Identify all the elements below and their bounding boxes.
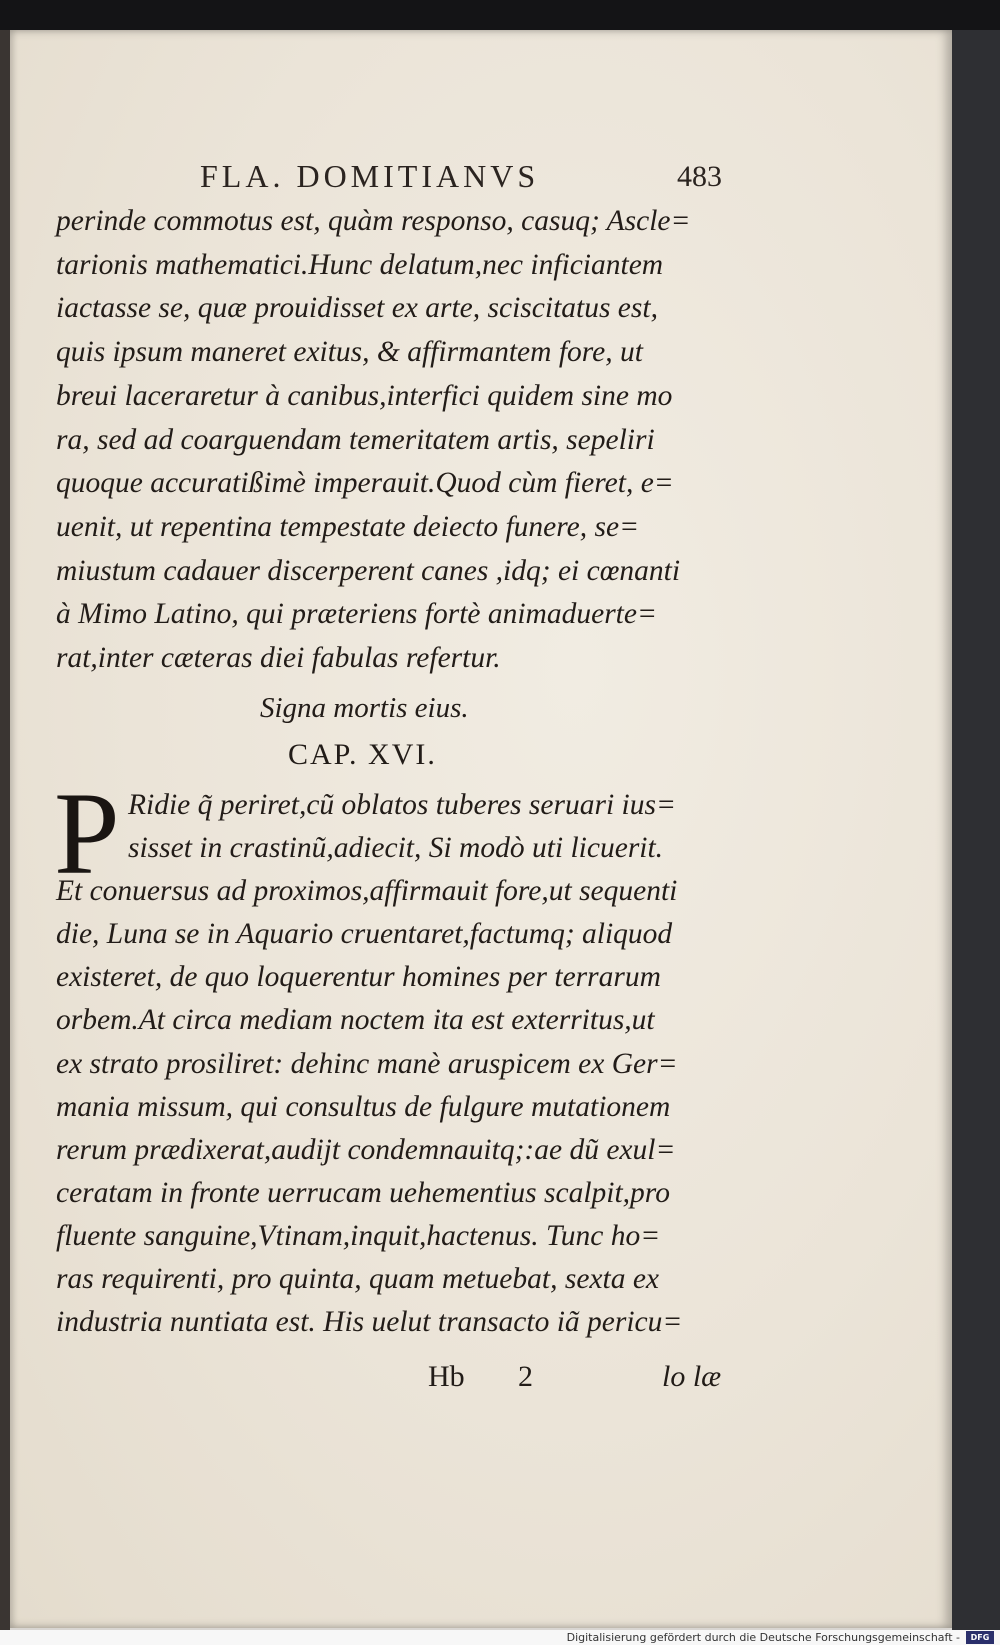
page-header: [200, 130, 740, 200]
paragraph-1: [56, 200, 716, 681]
text-line: mania missum, qui consultus de fulgure mutationem: [56, 1090, 671, 1123]
text-line: rerum prædixerat,audijt condemnauitq;:ae dũ exul=: [56, 1133, 676, 1166]
text-line: sisset in crastinũ,adiecit, Si modò uti licuerit.: [128, 832, 664, 865]
text-line: quis ipsum maneret exitus, & affirmantem fore, ut: [56, 336, 643, 369]
text-line: existeret, de quo loquerentur homines per terrarum: [56, 961, 661, 994]
text-line: rat,inter cæteras diei fabulas refertur.: [56, 642, 501, 675]
dfg-logo-icon: DFG: [966, 1631, 994, 1644]
signature-mark: Hb: [428, 1360, 465, 1393]
text-line: ras requirenti, pro quinta, quam metuebat, sexta ex: [56, 1263, 660, 1296]
drop-capital: P: [54, 768, 120, 899]
funding-credit: Digitalisierung gefördert durch die Deutsche Forschungsgemeinschaft -: [566, 1631, 960, 1644]
scan-border-left: [0, 30, 10, 1630]
book-page: [10, 30, 952, 1628]
text-line: tarionis mathematici.Hunc delatum,nec inficiantem: [56, 248, 664, 281]
text-line: die, Luna se in Aquario cruentaret,factumq; aliquod: [56, 918, 673, 951]
chapter-heading: CAP. XVI.: [288, 738, 437, 771]
text-line: miustum cadauer discerperent canes ,idq; ei cœnanti: [56, 554, 681, 587]
scan-border-top: [0, 0, 1000, 30]
text-line: Et conuersus ad proximos,affirmauit fore,ut sequenti: [56, 875, 678, 908]
text-line: ra, sed ad coarguendam temeritatem artis, sepeliri: [56, 423, 655, 456]
paragraph-2: [54, 768, 726, 1344]
text-line: perinde commotus est, quàm responso, casuq; Ascle=: [56, 205, 691, 237]
digitization-footer: [0, 1630, 1000, 1645]
text-line: breui laceraretur à canibus,interfici quidem sine mo: [56, 379, 673, 412]
text-line: fluente sanguine,Vtinam,inquit,hactenus. Tunc ho=: [56, 1219, 661, 1252]
scan-border-right: [952, 30, 1000, 1630]
text-line: orbem.At circa mediam noctem ita est exterritus,ut: [56, 1004, 655, 1037]
text-line: quoque accuratißimè imperauit.Quod cùm fieret, e=: [56, 467, 674, 500]
catchword: lo læ: [662, 1360, 722, 1393]
page-number: 483: [677, 160, 722, 193]
text-line: uenit, ut repentina tempestate deiecto funere, se=: [56, 510, 639, 543]
text-line: à Mimo Latino, qui præteriens fortè animaduerte=: [56, 598, 657, 631]
text-line: industria nuntiata est. His uelut transacto iã pericu=: [56, 1306, 683, 1339]
section-subheading: Signa mortis eius.: [260, 692, 469, 724]
text-line: iactasse se, quæ prouidisset ex arte, sciscitatus est,: [56, 292, 658, 325]
running-head: FLA. DOMITIANVS: [200, 158, 540, 194]
text-line: Ridie q̃ periret,cũ oblatos tuberes seruari ius=: [128, 789, 676, 821]
text-line: ex strato prosiliret: dehinc manè aruspicem ex Ger=: [56, 1047, 678, 1080]
text-line: ceratam in fronte uerrucam uehementius scalpit,pro: [56, 1176, 670, 1209]
signature-number: 2: [518, 1360, 533, 1393]
